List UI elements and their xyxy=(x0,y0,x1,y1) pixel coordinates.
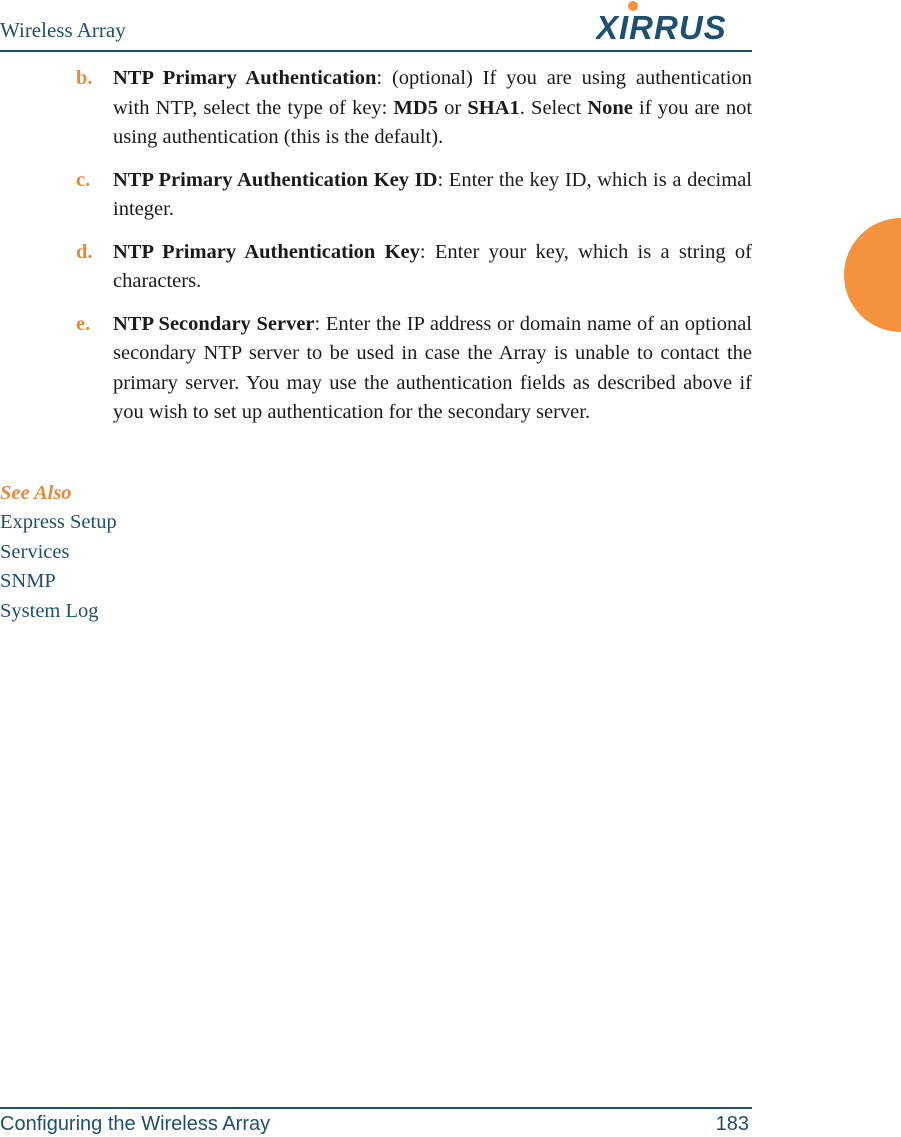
item-text: or xyxy=(437,96,468,119)
item-term: NTP Secondary Server xyxy=(113,312,315,335)
list-item-c xyxy=(0,166,752,225)
item-term: NTP Primary Authentication xyxy=(113,67,377,89)
item-text: : Enter your key, which is a string of characters. xyxy=(113,240,752,292)
option-sha1: SHA1 xyxy=(467,96,520,119)
chapter-tab-marker xyxy=(844,218,901,332)
see-also-section xyxy=(0,478,117,626)
header-divider xyxy=(0,50,752,52)
item-text: : (optional) If you are using authentication with NTP, select the type of key: xyxy=(113,67,752,119)
header-title: Wireless Array xyxy=(0,18,126,42)
item-text: : Enter the key ID, which is a decimal integer. xyxy=(113,168,752,220)
item-text: : Enter the IP address or domain name of an optional secondary NTP server to be used in case the Array is unable to contact the primary server. You may use the authentication fields as described above if you wish to set up authentication for the secondary server. xyxy=(113,312,752,423)
page-number: 183 xyxy=(715,1113,749,1135)
xirrus-logo xyxy=(596,0,748,44)
link-services[interactable]: Services xyxy=(0,540,70,563)
item-text: if you are not using authentication (this is the default). xyxy=(113,96,753,148)
item-letter: e. xyxy=(76,312,91,335)
option-md5: MD5 xyxy=(393,96,438,119)
item-text: . Select xyxy=(519,96,588,119)
list-item-d xyxy=(0,238,752,297)
list-item-e xyxy=(0,310,752,428)
footer-divider xyxy=(0,1107,752,1109)
logo-text: XIRRUS xyxy=(596,9,727,44)
link-snmp[interactable]: SNMP xyxy=(0,570,56,592)
see-also-title: See Also xyxy=(0,482,72,504)
item-term: NTP Primary Authentication Key ID xyxy=(113,168,438,191)
list-item-b xyxy=(0,64,752,153)
page-header xyxy=(0,0,752,52)
item-letter: c. xyxy=(76,168,91,191)
footer-chapter-title: Configuring the Wireless Array xyxy=(0,1113,271,1135)
main-content xyxy=(0,64,752,441)
item-letter: b. xyxy=(76,67,93,89)
link-system-log[interactable]: System Log xyxy=(0,599,99,622)
option-none: None xyxy=(587,96,633,119)
item-letter: d. xyxy=(76,240,93,263)
item-term: NTP Primary Authentication Key xyxy=(113,240,420,263)
link-express-setup[interactable]: Express Setup xyxy=(0,511,117,533)
